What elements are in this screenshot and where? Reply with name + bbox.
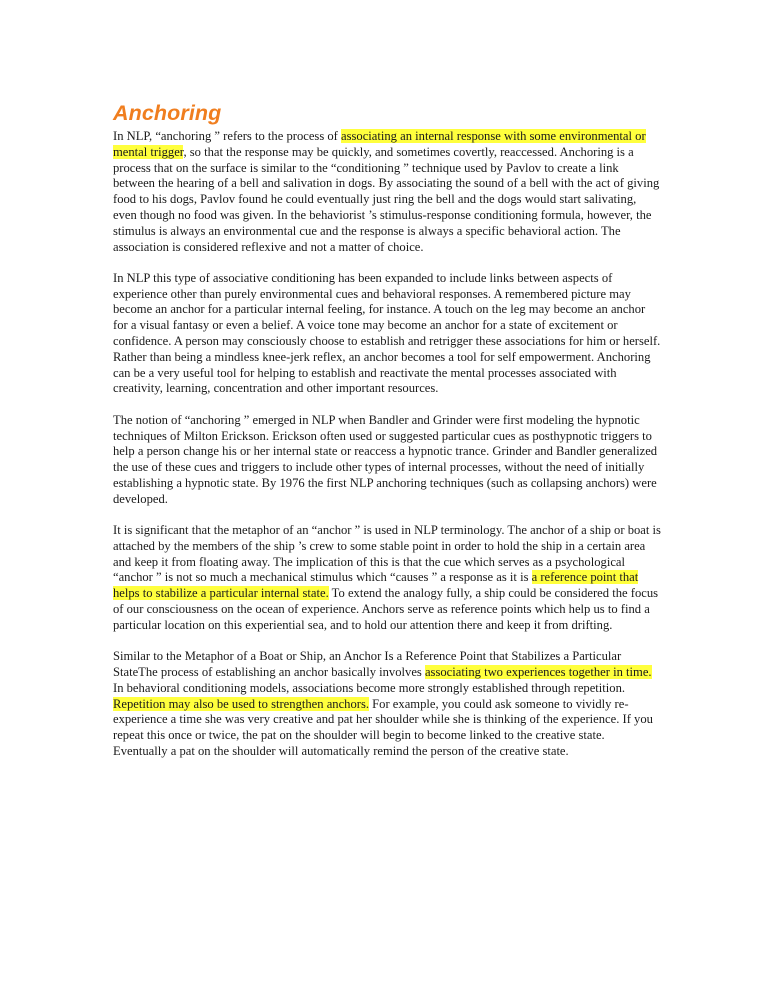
document-title: Anchoring [113, 101, 222, 125]
text-run: For example, you could ask someone to vividly re-experience a time she was very creative and pat her shoulder while she is thinking of the experience. If you repeat this once or twice, the pat on the shoulder will begin to become linked to the creative state. Eventually a pat on the shoulder will automatically remind the person of the creative state. [113, 696, 653, 758]
paragraph-3 [113, 413, 661, 508]
text-run: Similar to the Metaphor of a Boat or Ship, an Anchor Is a Reference Point that Stabilizes a Particular StateThe process of establishing an anchor basically involves [113, 649, 622, 679]
document-body [113, 100, 661, 775]
text-run: It is significant that the metaphor of an “anchor ” is used in NLP terminology. The anchor of a ship or boat is attached by the members of the ship ’s crew to some stable point in order to hold the ship in a certain area and keep it from floating away. The implication of this is that the cue which serves as a psychological “anchor ” is not so much a mechanical stimulus which “causes ” a response as it is [113, 523, 661, 585]
paragraph-2 [113, 271, 661, 397]
paragraph-1 [113, 129, 661, 255]
text-run: In NLP, “anchoring ” refers to the process of [113, 129, 342, 143]
highlighted-text: associating two experiences together in time. [424, 664, 652, 679]
text-run: The notion of “anchoring ” emerged in NLP when Bandler and Grinder were first modeling the hypnotic techniques of Milton Erickson. Erickson often used or suggested particular cues as posthypnotic triggers to help a person change his or her internal state or reaccess a hypnotic trance. Grinder and Bandler generalized the use of these cues and triggers to include other types of internal processes, without the need of initially establishing a hypnotic state. By 1976 the first NLP anchoring techniques (such as collapsing anchors) were developed. [113, 412, 658, 506]
highlighted-text: associating an internal response with some environmental or mental trigger [113, 129, 646, 159]
paragraph-4 [113, 523, 661, 634]
text-run: In NLP this type of associative conditioning has been expanded to include links between aspects of experience other than purely environmental cues and behavioral responses. A remembered picture may become an anchor for a particular internal feeling, for instance. A touch on the leg may become an anchor for a visual fantasy or even a belief. A voice tone may become an anchor for a state of excitement or confidence. A person may consciously choose to establish and retrigger these associations for him or herself. Rather than being a mindless knee-jerk reflex, an anchor becomes a tool for self empowerment. Anchoring can be a very useful tool for helping to establish and reactivate the mental processes associated with creativity, learning, concentration and other important resources. [113, 270, 661, 396]
highlighted-text: Repetition may also be used to strengthen anchors. [113, 696, 370, 711]
text-run: To extend the analogy fully, a ship could be considered the focus of our consciousness on the ocean of experience. Anchors serve as reference points which help us to find a particular location on this experiential sea, and to hold our attention there and keep it from drifting. [113, 586, 659, 632]
text-run: In behavioral conditioning models, associations become more strongly established through repetition. [113, 680, 626, 695]
paragraph-5 [113, 649, 661, 760]
highlighted-text: a reference point that helps to stabilize a particular internal state. [113, 570, 639, 601]
text-run: , so that the response may be quickly, and sometimes covertly, reaccessed. Anchoring is a process that on the surface is similar to the “conditioning ” technique used by Pavlov to create a link between the hearing of a bell and salivation in dogs. By associating the sound of a bell with the act of giving food to his dogs, Pavlov found he could eventually just ring the bell and the dogs would start salivating, even though no food was given. In the behaviorist ’s stimulus-response conditioning formula, however, the stimulus is always an environmental cue and the response is always a specific behavioral action. The association is considered reflexive and not a matter of choice. [113, 144, 660, 254]
